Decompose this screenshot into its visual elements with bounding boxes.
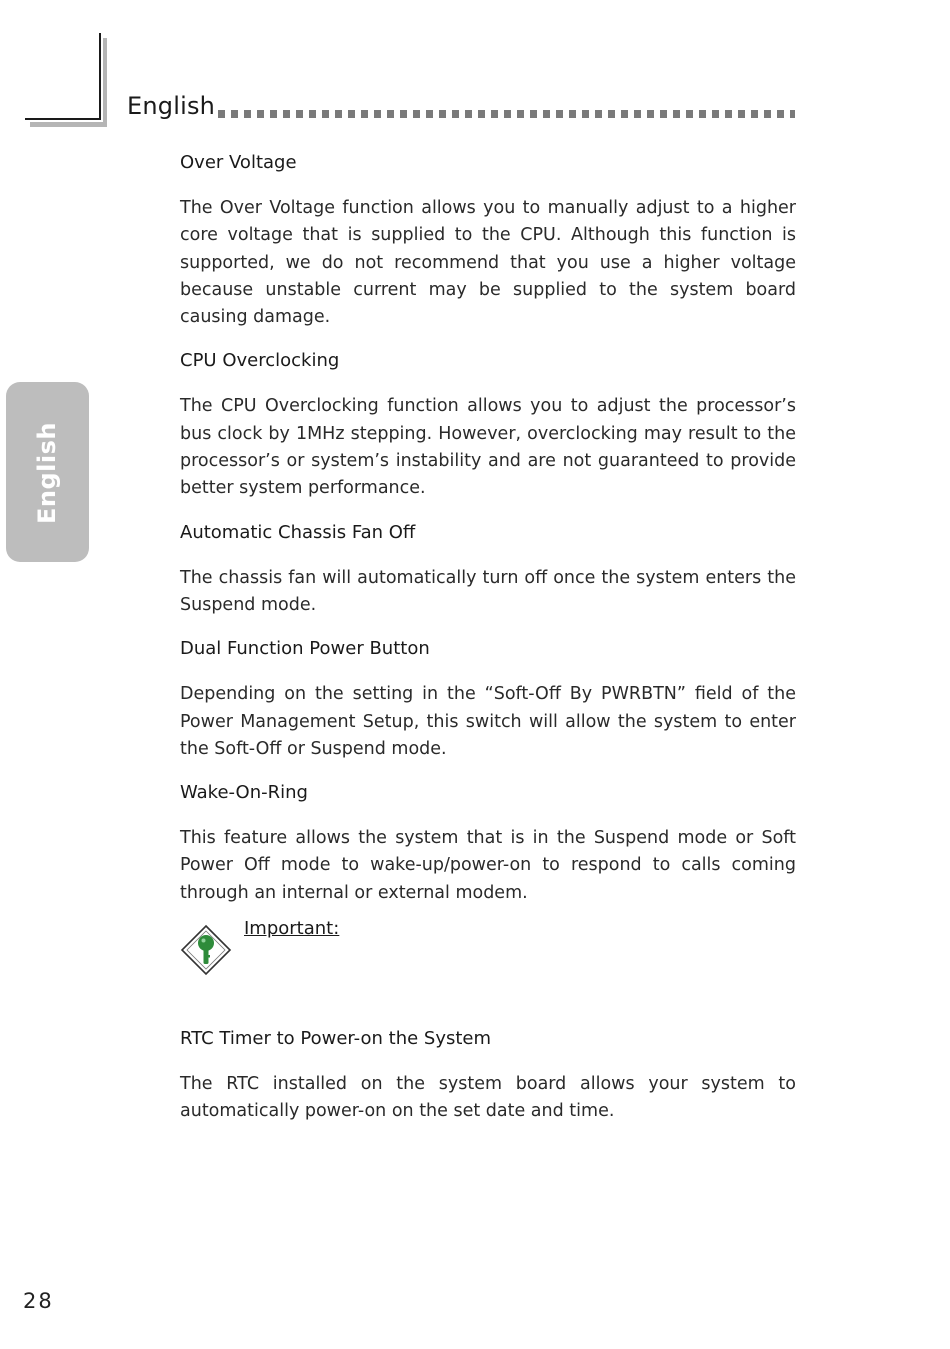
section-heading: CPU Overclocking: [180, 350, 340, 372]
section-heading: Dual Function Power Button: [180, 638, 430, 660]
side-tab-label: English: [33, 422, 61, 524]
section-body: The CPU Overclocking function allows you to adjust the processor’s bus clock by 1MHz stepping. However, overclocking may result to the processor’s or system’s instability and are not guaranteed to provide better system performance.: [180, 396, 796, 499]
header-title: English: [127, 92, 216, 120]
section-body: Depending on the setting in the “Soft-Off By PWRBTN” field of the Power Management Setup, this switch will allow the system to enter the Soft-Off or Suspend mode.: [180, 684, 796, 759]
header-dot-leader: [218, 110, 795, 118]
section-heading: Automatic Chassis Fan Off: [180, 521, 416, 543]
corner-shadow-vertical: [103, 38, 107, 127]
main-content: [180, 150, 796, 1143]
section-heading: RTC Timer to Power-on the System: [180, 1028, 492, 1050]
corner-line-vertical: [99, 33, 101, 120]
language-side-tab: [6, 382, 89, 562]
section-body: The chassis fan will automatically turn off once the system enters the Suspend mode.: [180, 567, 796, 615]
section-body: The Over Voltage function allows you to manually adjust to a higher core voltage that is supplied to the CPU. Although this function is supported, we do not recommend that you use a higher voltage because unstable current may be supplied to the system board causing damage.: [180, 198, 796, 328]
important-note: [180, 918, 796, 1026]
section-heading: Wake-On-Ring: [180, 782, 308, 804]
section-body: The RTC installed on the system board allows your system to automatically power-on on the set date and time.: [180, 1074, 796, 1122]
important-key-icon: [180, 924, 232, 976]
corner-line-horizontal: [25, 118, 101, 120]
section-heading: Over Voltage: [180, 152, 297, 173]
page-number: 28: [23, 1289, 54, 1313]
section-body: This feature allows the system that is in the Suspend mode or Soft Power Off mode to wake-up/power-on to respond to calls coming through an internal or external modem.: [180, 828, 796, 903]
corner-shadow-horizontal: [30, 122, 107, 127]
important-label: Important:: [244, 918, 340, 940]
